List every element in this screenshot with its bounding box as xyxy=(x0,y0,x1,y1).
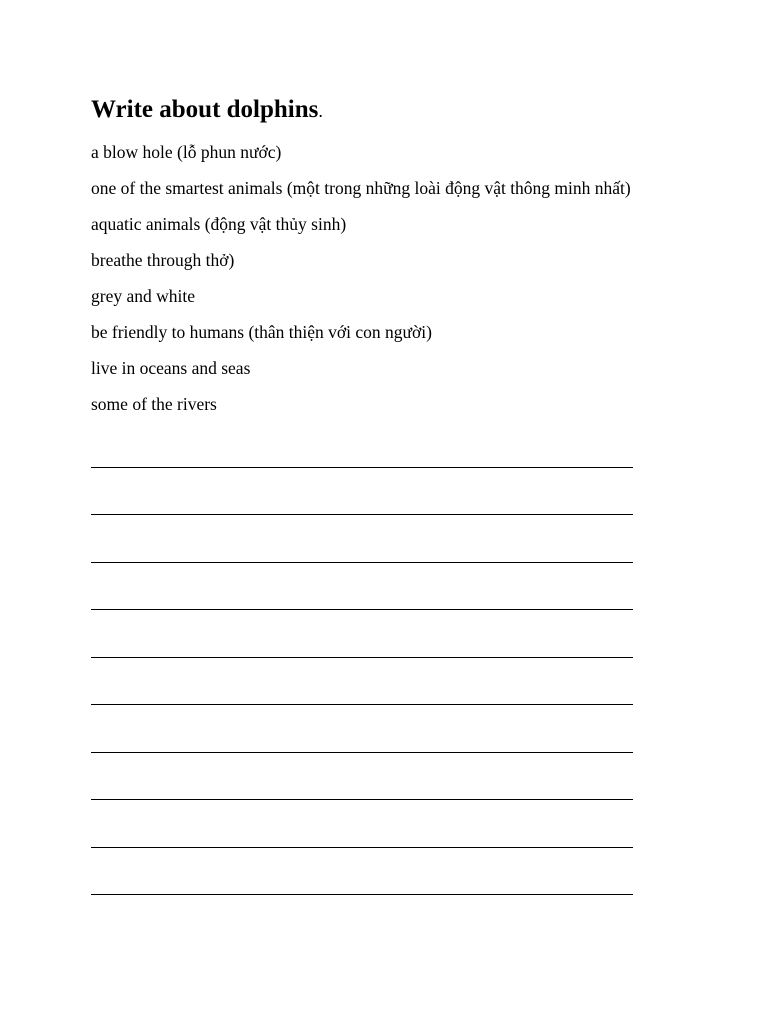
writing-line xyxy=(91,847,633,848)
writing-line xyxy=(91,609,633,610)
writing-line xyxy=(91,799,633,800)
vocabulary-item: grey and white xyxy=(91,286,195,306)
vocabulary-item: be friendly to humans (thân thiện với con người) xyxy=(91,322,432,342)
vocabulary-item: live in oceans and seas xyxy=(91,358,251,378)
vocabulary-item: some of the rivers xyxy=(91,394,217,414)
writing-line xyxy=(91,894,633,895)
vocabulary-item: one of the smartest animals (một trong những loài động vật thông minh nhất) xyxy=(91,178,631,198)
writing-line xyxy=(91,562,633,563)
writing-line xyxy=(91,704,633,705)
vocabulary-item: a blow hole (lỗ phun nước) xyxy=(91,142,282,162)
writing-line xyxy=(91,467,633,468)
title-text: Write about dolphins xyxy=(91,96,319,123)
writing-line xyxy=(91,657,633,658)
title-punctuation: . xyxy=(318,101,323,121)
vocabulary-list xyxy=(91,139,681,427)
writing-line xyxy=(91,752,633,753)
worksheet-title xyxy=(91,93,323,128)
vocabulary-item: aquatic animals (động vật thủy sinh) xyxy=(91,214,347,234)
writing-line xyxy=(91,514,633,515)
vocabulary-item: breathe through thở) xyxy=(91,250,235,270)
